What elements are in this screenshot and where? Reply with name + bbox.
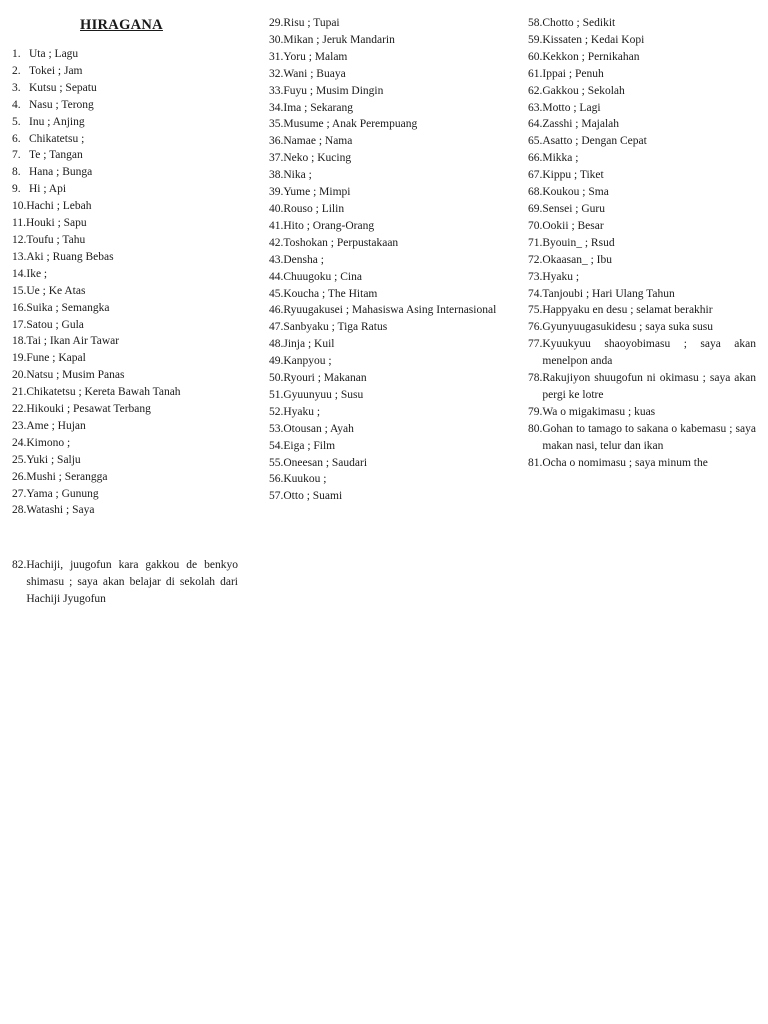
- item-text: Natsu ; Musim Panas: [26, 369, 125, 382]
- vocab-item: [12, 147, 238, 164]
- vocab-item: [12, 80, 238, 97]
- item-text: Satou ; Gula: [26, 318, 84, 331]
- item-number: 33.: [269, 84, 284, 97]
- item-text: Namae ; Nama: [283, 135, 353, 148]
- item-text: Yoru ; Malam: [283, 50, 348, 63]
- item-text: Watashi ; Saya: [26, 504, 95, 517]
- item-number: 5.: [12, 115, 21, 128]
- item-text: Nika ;: [283, 169, 312, 182]
- item-number: 14.: [12, 267, 27, 280]
- item-number: 29.: [269, 17, 284, 29]
- vocab-item: [269, 252, 497, 269]
- item-number: 13.: [12, 250, 27, 263]
- vocab-item: [269, 133, 497, 150]
- vocab-column-2: [269, 15, 497, 505]
- vocab-item: [12, 350, 238, 367]
- item-number: 77.: [528, 338, 543, 351]
- vocab-item: [528, 32, 756, 49]
- item-number: 40.: [269, 202, 284, 215]
- vocab-item: [12, 215, 238, 232]
- vocab-item: [269, 167, 497, 184]
- vocab-item: [12, 198, 238, 215]
- item-text: Kimono ;: [26, 436, 71, 449]
- vocab-item: [269, 116, 497, 133]
- vocab-item: [528, 167, 756, 184]
- item-number: 60.: [528, 50, 543, 63]
- item-text: Musume ; Anak Perempuang: [283, 118, 418, 131]
- item-number: 52.: [269, 405, 284, 418]
- item-text: Hyaku ;: [542, 270, 580, 283]
- item-text: Rakujiyon shuugofun ni okimasu ; saya akan pergi ke lotre: [542, 372, 756, 401]
- item-number: 68.: [528, 186, 543, 199]
- item-text: Chuugoku ; Cina: [283, 270, 362, 283]
- item-text: Koucha ; The Hitam: [283, 287, 378, 300]
- vocab-item: [12, 46, 238, 63]
- item-text: Yume ; Mimpi: [283, 186, 351, 199]
- item-text: Eiga ; Film: [283, 439, 336, 452]
- vocab-item: [528, 49, 756, 66]
- vocab-item: [269, 66, 497, 83]
- item-number: 61.: [528, 67, 543, 80]
- vocab-item: [528, 336, 756, 370]
- vocab-item: [528, 235, 756, 252]
- item-text: Tokei ; Jam: [29, 64, 83, 77]
- item-number: 24.: [12, 436, 27, 449]
- item-number: 48.: [269, 338, 284, 351]
- vocab-item: [12, 469, 238, 486]
- item-text: Okaasan_ ; Ibu: [542, 253, 612, 266]
- vocab-item: [528, 133, 756, 150]
- item-text: Gyuunyuu ; Susu: [283, 388, 364, 401]
- vocab-item: [528, 319, 756, 336]
- vocab-item: [269, 201, 497, 218]
- item-number: 57.: [269, 490, 284, 503]
- item-text: Mushi ; Serangga: [26, 470, 108, 483]
- item-number: 17.: [12, 318, 27, 331]
- vocab-item: [12, 97, 238, 114]
- item-text: Rouso ; Lilin: [283, 202, 345, 215]
- item-number: 75.: [528, 304, 543, 317]
- item-number: 56.: [269, 473, 284, 486]
- item-number: 4.: [12, 98, 21, 111]
- item-number: 70.: [528, 219, 543, 232]
- item-number: 43.: [269, 253, 284, 266]
- vocab-item: [12, 164, 238, 181]
- vocab-item: [269, 100, 497, 117]
- item-text: Ima ; Sekarang: [283, 101, 353, 114]
- item-text: Gohan to tamago to sakana o kabemasu ; saya makan nasi, telur dan ikan: [542, 422, 756, 452]
- item-number: 46.: [269, 304, 284, 317]
- item-text: Wa o migakimasu ; kuas: [542, 405, 656, 418]
- item-text: Happyaku en desu ; selamat berakhir: [542, 304, 713, 317]
- item-text: Kekkon ; Pernikahan: [542, 50, 640, 63]
- vocab-item: [12, 435, 238, 452]
- vocab-item: [269, 319, 497, 336]
- item-text: Suika ; Semangka: [26, 301, 110, 314]
- item-text: Kissaten ; Kedai Kopi: [542, 33, 645, 46]
- item-text: Kanpyou ;: [283, 355, 332, 368]
- item-number: 53.: [269, 422, 284, 435]
- vocab-item: [12, 317, 238, 334]
- vocab-item: [12, 114, 238, 131]
- vocab-column-3: [528, 15, 756, 471]
- vocab-item: [12, 401, 238, 418]
- item-number: 81.: [528, 456, 543, 469]
- vocab-item: [12, 300, 238, 317]
- item-text: Ocha o nomimasu ; saya minum the: [542, 456, 708, 469]
- item-number: 59.: [528, 33, 543, 46]
- vocab-item: [269, 370, 497, 387]
- vocab-item: [269, 421, 497, 438]
- item-text: Ame ; Hujan: [26, 419, 86, 432]
- item-number: 19.: [12, 352, 27, 365]
- item-text: Kutsu ; Sepatu: [29, 81, 97, 94]
- item-text: Densha ;: [283, 253, 324, 266]
- item-number: 73.: [528, 270, 543, 283]
- item-text: Ryouri ; Makanan: [283, 372, 367, 385]
- vocab-item: [528, 404, 756, 421]
- vocab-item: [269, 235, 497, 252]
- item-text: Hachi ; Lebah: [26, 200, 92, 213]
- item-text: Mikka ;: [542, 152, 579, 165]
- item-number: 54.: [269, 439, 284, 452]
- item-text: Ue ; Ke Atas: [26, 284, 86, 297]
- item-number: 7.: [12, 149, 21, 162]
- vocab-item: [12, 232, 238, 249]
- vocab-item: [269, 471, 497, 488]
- item-text: Ippai ; Penuh: [542, 67, 604, 80]
- item-number: 64.: [528, 118, 543, 131]
- vocab-item: [528, 252, 756, 269]
- item-text: Fuyu ; Musim Dingin: [283, 84, 384, 97]
- item-number: 62.: [528, 84, 543, 97]
- vocab-item: [12, 181, 238, 198]
- item-number: 65.: [528, 135, 543, 148]
- item-number: 42.: [269, 236, 284, 249]
- item-number: 9.: [12, 183, 21, 196]
- vocab-item: [269, 353, 497, 370]
- item-text: Koukou ; Sma: [542, 186, 609, 199]
- item-number: 8.: [12, 166, 21, 179]
- vocab-item: [12, 131, 238, 148]
- item-text: Chikatetsu ;: [29, 132, 85, 145]
- item-number: 32.: [269, 67, 284, 80]
- item-number: 69.: [528, 202, 543, 215]
- vocab-column-4: [12, 557, 238, 608]
- item-number: 34.: [269, 101, 284, 114]
- item-number: 25.: [12, 453, 27, 466]
- item-text: Kippu ; Tiket: [542, 169, 604, 182]
- item-text: Risu ; Tupai: [283, 17, 340, 29]
- item-number: 55.: [269, 456, 284, 469]
- item-text: Yama ; Gunung: [26, 487, 99, 500]
- item-text: Asatto ; Dengan Cepat: [542, 135, 647, 148]
- item-number: 15.: [12, 284, 27, 297]
- item-text: Oneesan ; Saudari: [283, 456, 368, 469]
- item-text: Jinja ; Kuil: [283, 338, 335, 351]
- page-title: HIRAGANA: [80, 17, 163, 33]
- vocab-item: [528, 286, 756, 303]
- item-number: 41.: [269, 219, 284, 232]
- vocab-item: [528, 150, 756, 167]
- item-number: 16.: [12, 301, 27, 314]
- item-number: 3.: [12, 81, 21, 94]
- vocab-item: [12, 63, 238, 80]
- vocab-item: [528, 421, 756, 455]
- item-text: Hi ; Api: [29, 183, 67, 196]
- item-number: 74.: [528, 287, 543, 300]
- vocab-item: [12, 418, 238, 435]
- vocab-item: [269, 387, 497, 404]
- vocab-item: [269, 286, 497, 303]
- item-number: 50.: [269, 372, 284, 385]
- item-text: Te ; Tangan: [29, 149, 83, 162]
- vocab-item: [12, 367, 238, 384]
- item-text: Sensei ; Guru: [542, 202, 605, 215]
- item-text: Ike ;: [26, 267, 48, 280]
- item-number: 38.: [269, 169, 284, 182]
- vocab-item: [12, 452, 238, 469]
- item-number: 22.: [12, 403, 27, 416]
- vocab-item: [269, 150, 497, 167]
- item-text: Otto ; Suami: [283, 490, 343, 503]
- item-text: Aki ; Ruang Bebas: [26, 250, 114, 263]
- item-number: 1.: [12, 48, 21, 60]
- item-text: Otousan ; Ayah: [283, 422, 354, 435]
- vocab-item: [528, 302, 756, 319]
- item-number: 58.: [528, 17, 543, 29]
- item-number: 6.: [12, 132, 21, 145]
- item-text: Tai ; Ikan Air Tawar: [26, 335, 120, 348]
- item-number: 67.: [528, 169, 543, 182]
- vocab-item: [269, 488, 497, 505]
- item-text: Mikan ; Jeruk Mandarin: [283, 33, 395, 46]
- item-number: 26.: [12, 470, 27, 483]
- vocab-item: [269, 269, 497, 286]
- vocab-item: [269, 455, 497, 472]
- item-text: Hana ; Bunga: [29, 166, 93, 179]
- vocab-item: [528, 370, 756, 404]
- item-number: 82.: [12, 559, 27, 571]
- item-number: 80.: [528, 422, 543, 435]
- vocab-item: [269, 438, 497, 455]
- item-text: Toshokan ; Perpustakaan: [283, 236, 399, 249]
- vocab-item: [528, 201, 756, 218]
- item-text: Wani ; Buaya: [283, 67, 346, 80]
- item-text: Nasu ; Terong: [29, 98, 94, 111]
- item-number: 37.: [269, 152, 284, 165]
- item-number: 45.: [269, 287, 284, 300]
- vocab-item: [528, 455, 756, 472]
- item-number: 44.: [269, 270, 284, 283]
- item-number: 49.: [269, 355, 284, 368]
- vocab-item: [528, 269, 756, 286]
- item-text: Hikouki ; Pesawat Terbang: [26, 403, 151, 416]
- item-text: Byouin_ ; Rsud: [542, 236, 615, 249]
- vocab-item: [528, 218, 756, 235]
- item-text: Chotto ; Sedikit: [542, 17, 616, 29]
- item-number: 35.: [269, 118, 284, 131]
- vocab-item: [269, 336, 497, 353]
- item-number: 10.: [12, 200, 27, 213]
- item-text: Neko ; Kucing: [283, 152, 352, 165]
- vocab-column-1: [12, 46, 238, 519]
- vocab-item: [269, 184, 497, 201]
- vocab-item: [528, 15, 756, 32]
- item-number: 47.: [269, 321, 284, 334]
- item-text: Motto ; Lagi: [542, 101, 601, 114]
- vocab-item: [528, 83, 756, 100]
- item-number: 36.: [269, 135, 284, 148]
- item-number: 23.: [12, 419, 27, 432]
- item-text: Hito ; Orang-Orang: [283, 219, 375, 232]
- item-number: 21.: [12, 386, 27, 399]
- item-number: 27.: [12, 487, 27, 500]
- vocab-item: [528, 184, 756, 201]
- item-number: 2.: [12, 64, 21, 77]
- vocab-item: [528, 116, 756, 133]
- item-number: 79.: [528, 405, 543, 418]
- item-text: Gyunyuugasukidesu ; saya suka susu: [542, 321, 713, 334]
- vocab-item: [12, 266, 238, 283]
- item-number: 39.: [269, 186, 284, 199]
- item-text: Fune ; Kapal: [26, 352, 86, 365]
- vocab-item: [269, 15, 497, 32]
- item-text: Inu ; Anjing: [29, 115, 85, 128]
- item-text: Ryuugakusei ; Mahasiswa Asing Internasional: [283, 304, 497, 317]
- item-text: Gakkou ; Sekolah: [542, 84, 625, 97]
- item-text: Hachiji, juugofun kara gakkou de benkyo shimasu ; saya akan belajar di sekolah dari Hachiji Jyugofun: [26, 559, 238, 605]
- item-number: 66.: [528, 152, 543, 165]
- item-number: 11.: [12, 217, 26, 230]
- item-number: 72.: [528, 253, 543, 266]
- item-text: Sanbyaku ; Tiga Ratus: [283, 321, 388, 334]
- vocab-item: [269, 218, 497, 235]
- vocab-item: [528, 100, 756, 117]
- vocab-item: [269, 404, 497, 421]
- item-text: Toufu ; Tahu: [26, 233, 86, 246]
- item-number: 76.: [528, 321, 543, 334]
- vocab-item: [269, 83, 497, 100]
- item-text: Yuki ; Salju: [26, 453, 81, 466]
- item-number: 18.: [12, 335, 27, 348]
- vocab-item: [12, 486, 238, 503]
- item-number: 28.: [12, 504, 27, 517]
- vocab-item: [269, 302, 497, 319]
- item-text: Zasshi ; Majalah: [542, 118, 620, 131]
- item-text: Ookii ; Besar: [542, 219, 604, 232]
- item-text: Houki ; Sapu: [25, 217, 87, 230]
- vocab-item: [269, 32, 497, 49]
- vocab-item: [12, 557, 238, 608]
- vocab-item: [12, 333, 238, 350]
- item-text: Hyaku ;: [283, 405, 321, 418]
- item-number: 31.: [269, 50, 284, 63]
- item-text: Kuukou ;: [283, 473, 327, 486]
- vocab-item: [269, 49, 497, 66]
- vocab-item: [12, 384, 238, 401]
- item-number: 78.: [528, 372, 543, 385]
- vocab-item: [12, 502, 238, 519]
- item-number: 20.: [12, 369, 27, 382]
- vocab-item: [12, 249, 238, 266]
- item-text: Uta ; Lagu: [29, 48, 79, 60]
- vocab-item: [12, 283, 238, 300]
- vocab-item: [528, 66, 756, 83]
- item-number: 51.: [269, 388, 284, 401]
- item-number: 71.: [528, 236, 543, 249]
- item-number: 12.: [12, 233, 27, 246]
- item-number: 63.: [528, 101, 543, 114]
- item-number: 30.: [269, 33, 284, 46]
- item-text: Tanjoubi ; Hari Ulang Tahun: [542, 287, 675, 300]
- item-text: Kyuukyuu shaoyobimasu ; saya akan menelpon anda: [542, 338, 756, 368]
- item-text: Chikatetsu ; Kereta Bawah Tanah: [26, 386, 181, 399]
